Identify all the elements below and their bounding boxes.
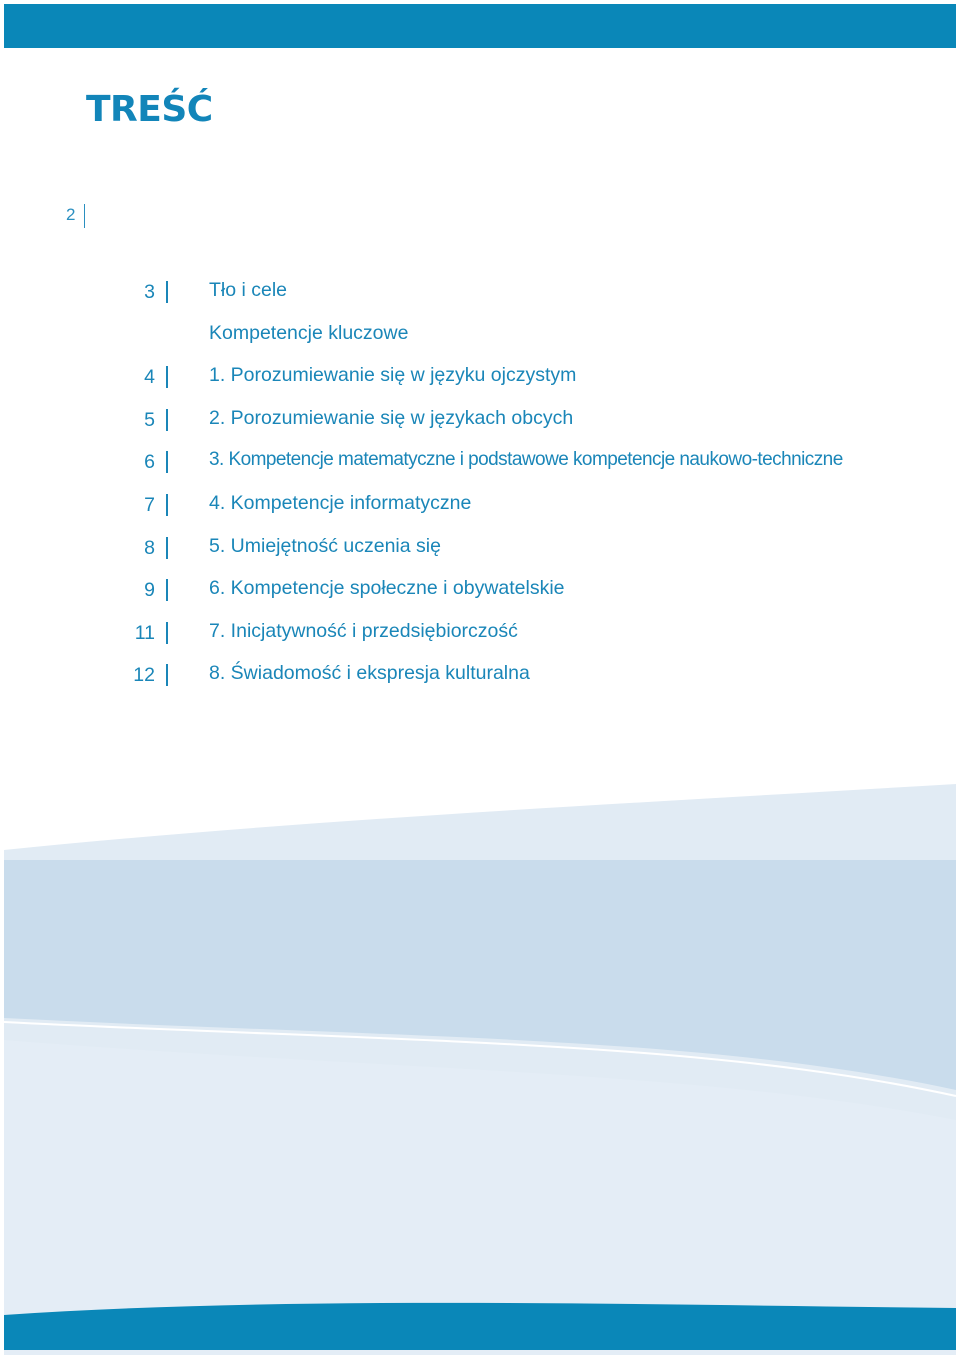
toc-divider (166, 281, 168, 303)
top-color-band (4, 4, 956, 48)
toc-entry-label: 8. Świadomość i ekspresja kulturalna (209, 662, 530, 685)
toc-page-number: 6 (144, 451, 155, 474)
toc-entry-background[interactable] (0, 277, 960, 320)
toc-divider (166, 537, 168, 559)
decorative-wave-background (0, 770, 960, 1355)
page-title: TREŚĆ (86, 89, 213, 130)
toc-page-number: 11 (134, 621, 155, 644)
toc-section-label: Kompetencje kluczowe (209, 321, 409, 344)
toc-entry-label: 1. Porozumiewanie się w języku ojczystym (209, 364, 577, 387)
toc-page-number: 3 (144, 281, 155, 303)
toc-entry-6[interactable] (0, 575, 960, 618)
toc-entry-label: 3. Kompetencje matematyczne i podstawowe kompetencje naukowo-techniczne (209, 449, 843, 471)
toc-divider (166, 579, 168, 601)
toc-divider (166, 366, 168, 388)
toc-entry-1[interactable] (0, 362, 960, 405)
toc-divider (166, 409, 168, 431)
toc-page-number: 8 (144, 536, 155, 559)
table-of-contents (0, 277, 960, 703)
toc-page-number: 4 (144, 366, 155, 389)
toc-entry-5[interactable] (0, 533, 960, 576)
toc-entry-7[interactable] (0, 618, 960, 661)
toc-section-heading (0, 320, 960, 363)
toc-divider (166, 494, 168, 516)
toc-entry-label: 6. Kompetencje społeczne i obywatelskie (209, 577, 565, 600)
toc-divider (166, 664, 168, 686)
toc-entry-label: 2. Porozumiewanie się w językach obcych (209, 406, 574, 429)
toc-page-number: 9 (144, 579, 155, 602)
toc-entry-2[interactable] (0, 405, 960, 448)
toc-page-number: 7 (144, 493, 155, 516)
toc-divider (166, 451, 168, 473)
toc-page-number: 12 (133, 664, 155, 687)
wave-bottom-band (4, 1303, 956, 1350)
toc-entry-label: 4. Kompetencje informatyczne (209, 491, 472, 514)
toc-entry-3[interactable] (0, 447, 960, 490)
toc-entry-label: Tło i cele (209, 279, 288, 301)
page-number: 2 (66, 205, 76, 224)
toc-entry-8[interactable] (0, 660, 960, 703)
page-number-divider (84, 204, 85, 228)
toc-entry-label: 5. Umiejętność uczenia się (209, 534, 441, 557)
toc-divider (166, 622, 168, 644)
toc-page-number: 5 (144, 408, 155, 431)
toc-entry-4[interactable] (0, 490, 960, 533)
toc-entry-label: 7. Inicjatywność i przedsiębiorczość (209, 619, 518, 642)
